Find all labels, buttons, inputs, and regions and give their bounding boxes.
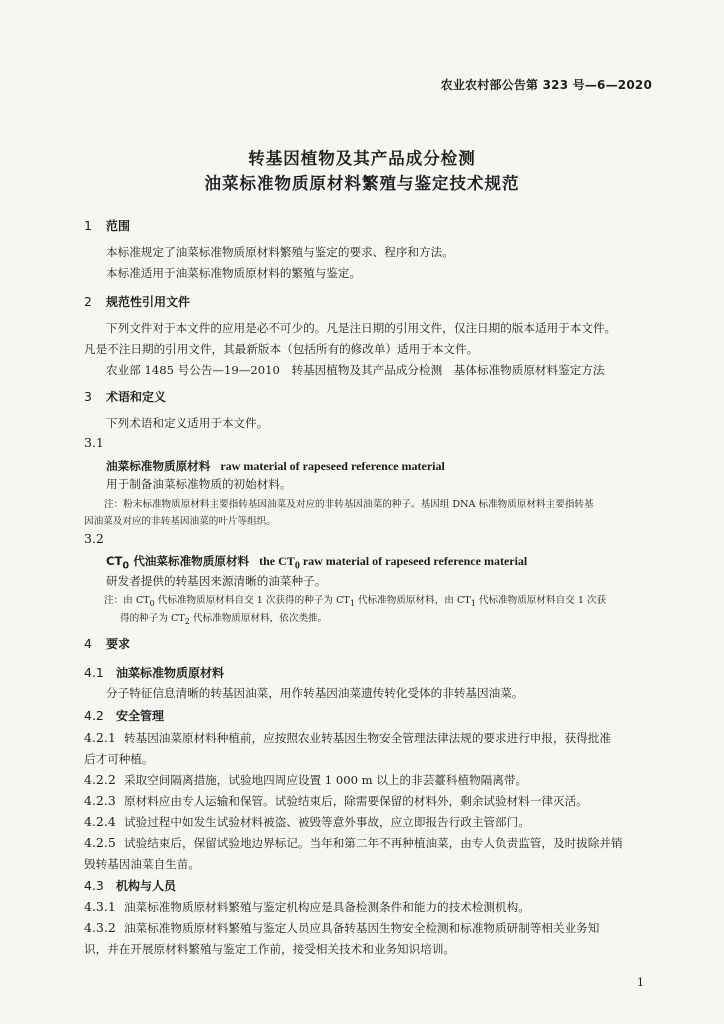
paragraph: 凡是不注日期的引用文件，其最新版本（包括所有的修改单）适用于本文件。 [84, 342, 479, 356]
term-definition: 研发者提供的转基因来源清晰的油菜种子。 [106, 574, 327, 588]
note-part: 代标准物质原材料，依次类推。 [189, 613, 328, 624]
note-subscript: 1 [470, 598, 476, 608]
paragraph: 下列术语和定义适用于本文件。 [106, 416, 269, 430]
note-part: 代标准物质原材料自交 1 次获 [475, 595, 607, 606]
clause-continuation: 识，并在开展原材料繁殖与鉴定工作前，接受相关技术和业务知识培训。 [84, 942, 456, 956]
clause [84, 730, 611, 746]
term-number: 3.2 [84, 531, 104, 546]
term-english-subscript: 0 [294, 560, 300, 572]
paragraph: 分子特征信息清晰的转基因油菜，用作转基因油菜遗传转化受体的非转基因油菜。 [106, 686, 524, 700]
section-2-heading [84, 293, 190, 310]
clause [84, 793, 588, 809]
term-note [120, 610, 327, 626]
clause-text: 采取空间隔离措施，试验地四周应设置 1 000 m 以上的非芸薹科植物隔离带。 [124, 773, 528, 787]
term-note: 因油菜及对应的非转基因油菜的叶片等组织。 [84, 516, 276, 527]
term-note: 注：粉末标准物质原材料主要指转基因油菜及对应的非转基因油菜的种子。基因组 DNA 标准物质原材料主要指转基 [104, 499, 594, 510]
subsection-number: 4.2 [84, 708, 104, 723]
clause [84, 835, 623, 851]
section-title: 术语和定义 [106, 390, 167, 404]
term-entry [106, 458, 445, 474]
clause-continuation: 后才可种植。 [84, 752, 154, 766]
note-part: 注：由 CT [104, 595, 150, 606]
note-subscript: 0 [149, 598, 155, 608]
subsection-title: 油菜标准物质原材料 [116, 666, 225, 680]
section-number: 4 [84, 636, 92, 651]
clause-text: 原材料应由专人运输和保管。试验结束后，除需要保留的材料外，剩余试验材料一律灭活。 [124, 794, 588, 808]
section-3-heading [84, 388, 166, 405]
note-subscript: 1 [349, 598, 355, 608]
subsection-title: 机构与人员 [116, 879, 177, 893]
clause-number: 4.3.1 [84, 899, 116, 914]
subsection-4-2-heading [84, 707, 164, 724]
term-note [104, 592, 606, 608]
clause-text: 油菜标准物质原材料繁殖与鉴定人员应具备转基因生物安全检测和标准物质研制等相关业务知 [124, 921, 600, 935]
document-title-line-2: 油菜标准物质原材料繁殖与鉴定技术规范 [204, 174, 520, 193]
clause-number: 4.2.3 [84, 793, 116, 808]
clause [84, 899, 530, 915]
note-subscript: 2 [184, 616, 190, 626]
clause [84, 920, 599, 936]
normative-reference: 农业部 1485 号公告—19—2010 转基因植物及其产品成分检测 基体标准物质原材料鉴定方法 [106, 363, 605, 377]
clause-text: 转基因油菜原材料种植前，应按照农业转基因生物安全管理法律法规的要求进行申报，获得批准 [124, 731, 611, 745]
section-1-heading [84, 217, 130, 234]
section-title: 要求 [106, 637, 131, 651]
clause-continuation: 毁转基因油菜自生苗。 [84, 857, 200, 871]
term-entry [106, 553, 527, 571]
section-4-heading [84, 635, 130, 652]
section-number: 3 [84, 389, 92, 404]
subsection-number: 4.3 [84, 878, 104, 893]
section-title: 规范性引用文件 [106, 295, 191, 309]
term-english: raw material of rapeseed reference material [220, 459, 445, 473]
note-part: 代标准物质原材料，由 CT [354, 595, 471, 606]
clause-number: 4.3.2 [84, 920, 116, 935]
section-number: 2 [84, 294, 92, 309]
term-chinese-part: 代油菜标准物质原材料 [129, 554, 250, 568]
clause-text: 试验结束后，保留试验地边界标记。当年和第二年不再种植油菜，由专人负责监管，及时拔除并销 [124, 836, 623, 850]
term-chinese-subscript: 0 [122, 560, 130, 572]
clause-text: 试验过程中如发生试验材料被盗、被毁等意外事故，应立即报告行政主管部门。 [124, 815, 530, 829]
term-definition: 用于制备油菜标准物质的初始材料。 [106, 477, 292, 491]
clause-number: 4.2.2 [84, 772, 116, 787]
clause-number: 4.2.4 [84, 814, 116, 829]
clause-number: 4.2.1 [84, 730, 116, 745]
paragraph: 下列文件对于本文件的应用是必不可少的。凡是注日期的引用文件，仅注日期的版本适用于本文件。 [106, 321, 617, 335]
subsection-4-3-heading [84, 877, 176, 894]
document-title-line-1: 转基因植物及其产品成分检测 [248, 149, 476, 168]
term-chinese [106, 554, 250, 572]
term-number: 3.1 [84, 435, 104, 450]
term-chinese: 油菜标准物质原材料 [106, 459, 211, 473]
clause [84, 814, 530, 830]
section-number: 1 [84, 218, 92, 233]
paragraph: 本标准规定了油菜标准物质原材料繁殖与鉴定的要求、程序和方法。 [106, 245, 454, 259]
page-number: 1 [637, 976, 644, 989]
subsection-title: 安全管理 [116, 709, 165, 723]
note-part: 代标准物质原材料自交 1 次获得的种子为 CT [154, 595, 350, 606]
clause-text: 油菜标准物质原材料繁殖与鉴定机构应是具备检测条件和能力的技术检测机构。 [124, 900, 530, 914]
term-chinese-part: CT [106, 554, 123, 568]
clause [84, 772, 527, 788]
term-english [259, 554, 528, 572]
subsection-4-1-heading [84, 664, 224, 681]
term-english-part: the CT [259, 554, 295, 568]
section-title: 范围 [106, 219, 131, 233]
note-part: 得的种子为 CT [120, 613, 185, 624]
term-english-part: raw material of rapeseed reference material [299, 554, 528, 568]
subsection-number: 4.1 [84, 665, 104, 680]
paragraph: 本标准适用于油菜标准物质原材料的繁殖与鉴定。 [106, 266, 362, 280]
standard-code: 农业农村部公告第 323 号—6—2020 [440, 78, 652, 92]
clause-number: 4.2.5 [84, 835, 116, 850]
